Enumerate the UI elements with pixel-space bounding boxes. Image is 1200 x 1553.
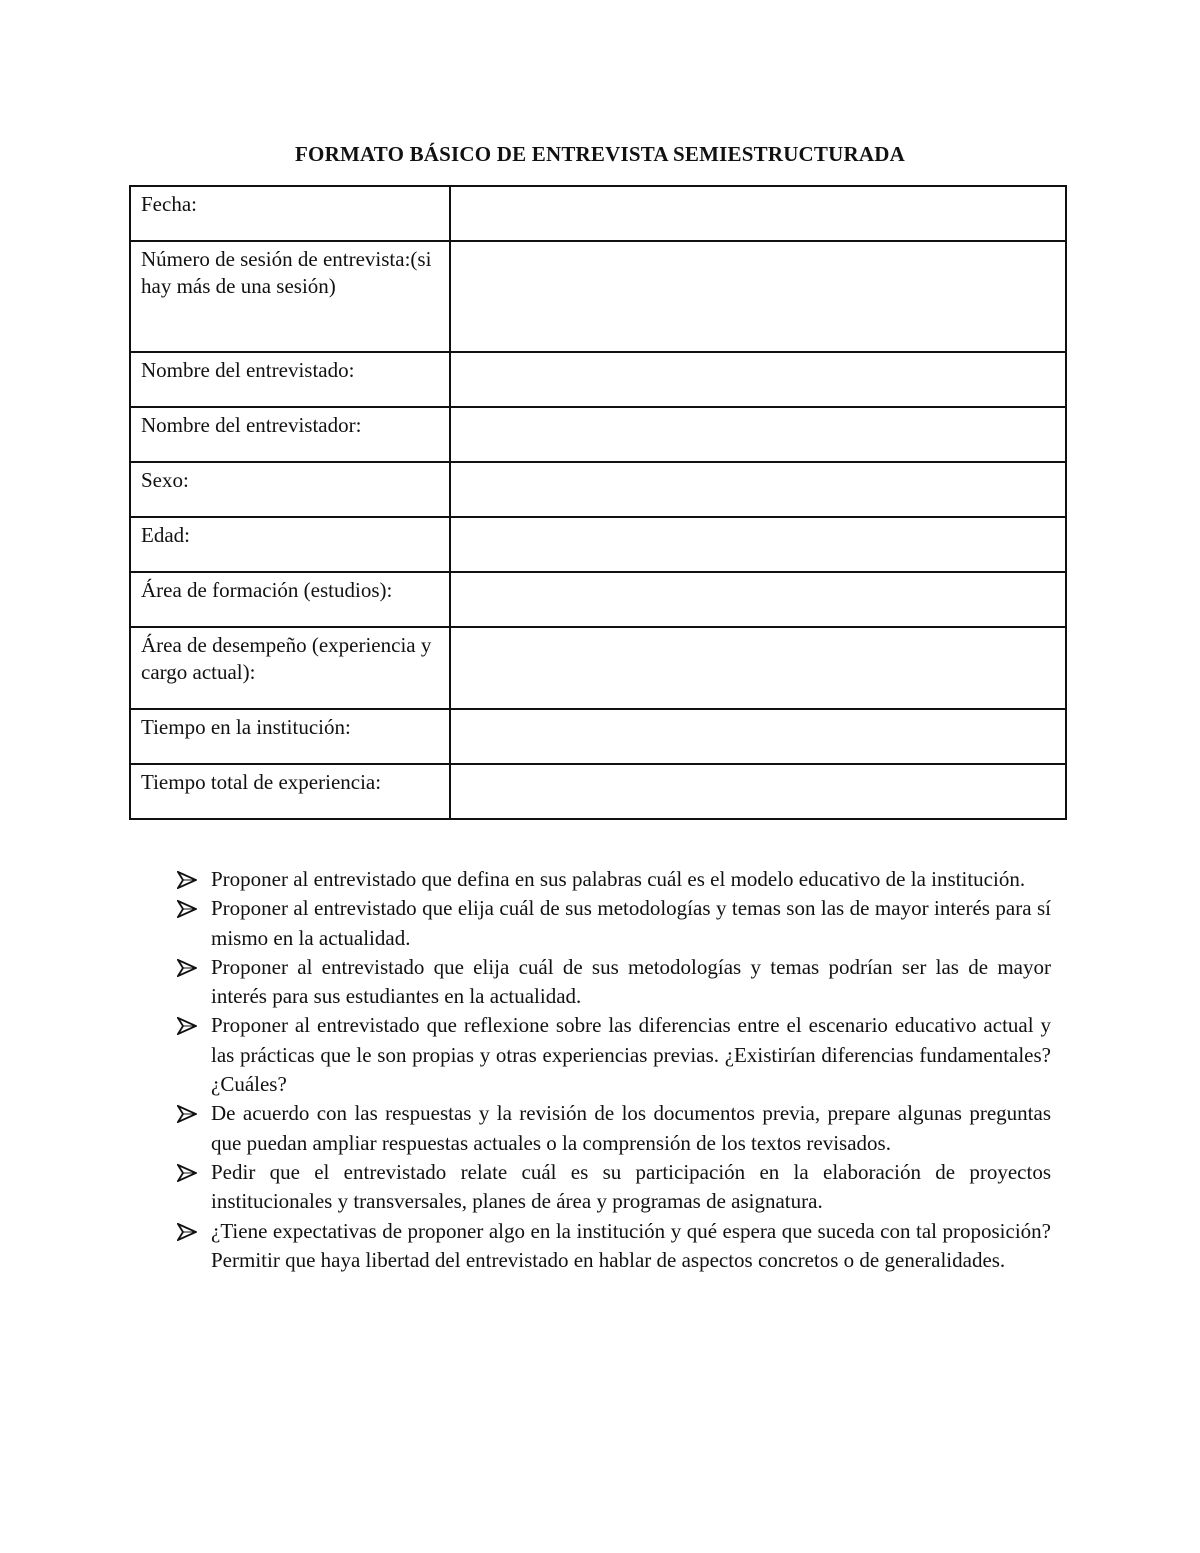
form-label: Tiempo total de experiencia: bbox=[130, 764, 450, 819]
form-value-cell[interactable] bbox=[450, 462, 1066, 517]
interview-guide-list bbox=[175, 865, 1051, 1275]
list-item bbox=[175, 953, 1051, 1012]
interview-form-table bbox=[129, 185, 1067, 820]
list-item-text: Proponer al entrevistado que elija cuál de sus metodologías y temas podrían ser las de mayor interés para sus estudiantes en la actualidad. bbox=[211, 954, 1051, 1009]
form-label: Nombre del entrevistador: bbox=[130, 407, 450, 462]
form-row-area-formacion bbox=[130, 572, 1066, 627]
arrowhead-bullet-icon bbox=[177, 1223, 197, 1241]
form-label: Sexo: bbox=[130, 462, 450, 517]
form-value-cell[interactable] bbox=[450, 352, 1066, 407]
form-row-numero-sesion bbox=[130, 241, 1066, 352]
form-row-edad bbox=[130, 517, 1066, 572]
form-label: Edad: bbox=[130, 517, 450, 572]
form-label: Fecha: bbox=[130, 186, 450, 241]
arrowhead-bullet-icon bbox=[177, 1164, 197, 1182]
arrowhead-bullet-icon bbox=[177, 959, 197, 977]
list-item-text: Proponer al entrevistado que elija cuál de sus metodologías y temas son las de mayor interés para sí mismo en la actualidad. bbox=[211, 896, 1051, 950]
list-item bbox=[175, 1011, 1051, 1099]
form-value-cell[interactable] bbox=[450, 407, 1066, 462]
form-value-cell[interactable] bbox=[450, 186, 1066, 241]
form-label: Número de sesión de entrevista:(si hay más de una sesión) bbox=[130, 241, 450, 352]
list-item bbox=[175, 865, 1051, 894]
form-value-cell[interactable] bbox=[450, 709, 1066, 764]
arrowhead-bullet-icon bbox=[177, 1017, 197, 1035]
list-item bbox=[175, 1158, 1051, 1217]
list-item-text: De acuerdo con las respuestas y la revisión de los documentos previa, prepare algunas preguntas que puedan ampliar respuestas actuales o la comprensión de los textos revisados. bbox=[211, 1101, 1051, 1155]
list-item-text: ¿Tiene expectativas de proponer algo en la institución y qué espera que suceda con tal proposición? Permitir que haya libertad del entrevistado en hablar de aspectos concretos o de generalidades. bbox=[211, 1218, 1051, 1272]
form-row-fecha bbox=[130, 186, 1066, 241]
form-row-area-desempeno bbox=[130, 627, 1066, 709]
form-value-cell[interactable] bbox=[450, 627, 1066, 709]
form-label: Área de formación (estudios): bbox=[130, 572, 450, 627]
list-item-text: Proponer al entrevistado que reflexione sobre las diferencias entre el escenario educativo actual y las prácticas que le son propias y otras experiencias previas. ¿Existirían diferencias fundamentales? ¿Cuáles? bbox=[211, 1013, 1051, 1097]
form-value-cell[interactable] bbox=[450, 517, 1066, 572]
form-row-tiempo-institucion bbox=[130, 709, 1066, 764]
form-label: Nombre del entrevistado: bbox=[130, 352, 450, 407]
form-row-nombre-entrevistado bbox=[130, 352, 1066, 407]
list-item bbox=[175, 894, 1051, 953]
form-row-sexo bbox=[130, 462, 1066, 517]
form-value-cell[interactable] bbox=[450, 764, 1066, 819]
document-title: FORMATO BÁSICO DE ENTREVISTA SEMIESTRUCTURADA bbox=[295, 142, 905, 166]
arrowhead-bullet-icon bbox=[177, 1105, 197, 1123]
list-item bbox=[175, 1099, 1051, 1158]
form-row-nombre-entrevistador bbox=[130, 407, 1066, 462]
list-item-text: Proponer al entrevistado que defina en sus palabras cuál es el modelo educativo de la institución. bbox=[211, 867, 1026, 891]
form-value-cell[interactable] bbox=[450, 572, 1066, 627]
list-item bbox=[175, 1217, 1051, 1276]
form-label: Tiempo en la institución: bbox=[130, 709, 450, 764]
form-row-tiempo-experiencia bbox=[130, 764, 1066, 819]
list-item-text: Pedir que el entrevistado relate cuál es su participación en la elaboración de proyectos institucionales y transversales, planes de área y programas de asignatura. bbox=[211, 1159, 1051, 1214]
arrowhead-bullet-icon bbox=[177, 900, 197, 918]
form-label: Área de desempeño (experiencia y cargo actual): bbox=[130, 627, 450, 709]
form-value-cell[interactable] bbox=[450, 241, 1066, 352]
arrowhead-bullet-icon bbox=[177, 871, 197, 889]
